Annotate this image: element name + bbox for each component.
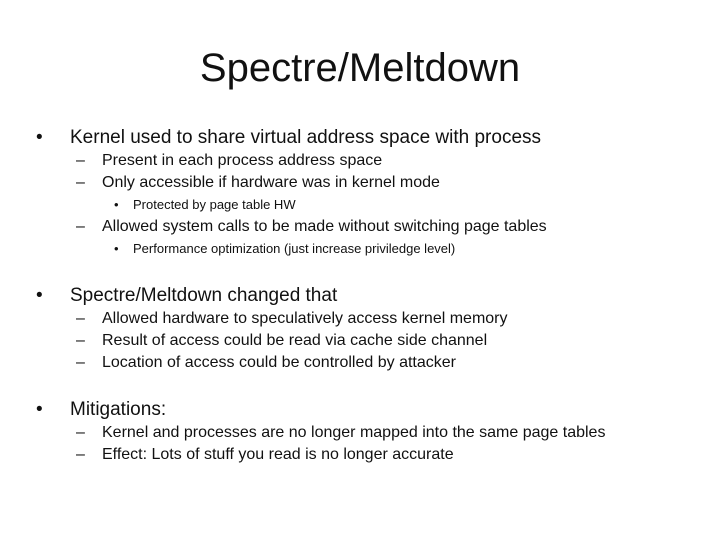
dash-marker: – [76,152,85,169]
sub-bullet-effect [0,444,720,466]
sub-bullet-attacker [0,352,720,374]
bullet-text: Kernel used to share virtual address space with process [70,127,542,148]
sub-sub-bullet-perf [0,238,720,260]
dash-marker: – [76,354,85,371]
bullet-kernel-shared [0,126,720,150]
sub-bullet-text: Allowed system calls to be made without switching page tables [102,218,547,235]
bullet-dot: • [36,127,43,148]
bullet-text: Mitigations: [70,399,167,420]
sub-bullet-text: Present in each process address space [102,152,383,169]
sub-sub-bullet-page-table [0,194,720,216]
bullet-mitigations [0,398,720,422]
bullet-dot: • [36,399,43,420]
dash-marker: – [76,310,85,327]
dash-marker: – [76,446,85,463]
sub-bullet-text: Only accessible if hardware was in kernel mode [102,174,440,191]
sub-bullet-syscalls [0,216,720,238]
sub-bullet-text: Result of access could be read via cache side channel [102,332,488,349]
dash-marker: – [76,218,85,235]
sub-bullet-text: Kernel and processes are no longer mapped into the same page tables [102,424,606,441]
sub-bullet-present [0,150,720,172]
sub-sub-bullet-text: Protected by page table HW [133,197,296,212]
slide-body [0,126,720,466]
bullet-dot: • [114,197,119,212]
sub-bullet-text: Effect: Lots of stuff you read is no longer accurate [102,446,454,463]
bullet-dot: • [36,285,43,306]
dash-marker: – [76,424,85,441]
sub-bullet-speculative [0,308,720,330]
sub-bullet-text: Allowed hardware to speculatively access kernel memory [102,310,508,327]
bullet-spectre-changed [0,284,720,308]
slide-title: Spectre/Meltdown [199,46,521,90]
bullet-text: Spectre/Meltdown changed that [70,285,338,306]
sub-bullet-side-channel [0,330,720,352]
bullet-dot: • [114,241,119,256]
sub-bullet-kernel-mode [0,172,720,194]
dash-marker: – [76,332,85,349]
dash-marker: – [76,174,85,191]
sub-bullet-not-mapped [0,422,720,444]
sub-sub-bullet-text: Performance optimization (just increase priviledge level) [133,241,456,256]
sub-bullet-text: Location of access could be controlled by attacker [102,354,456,371]
